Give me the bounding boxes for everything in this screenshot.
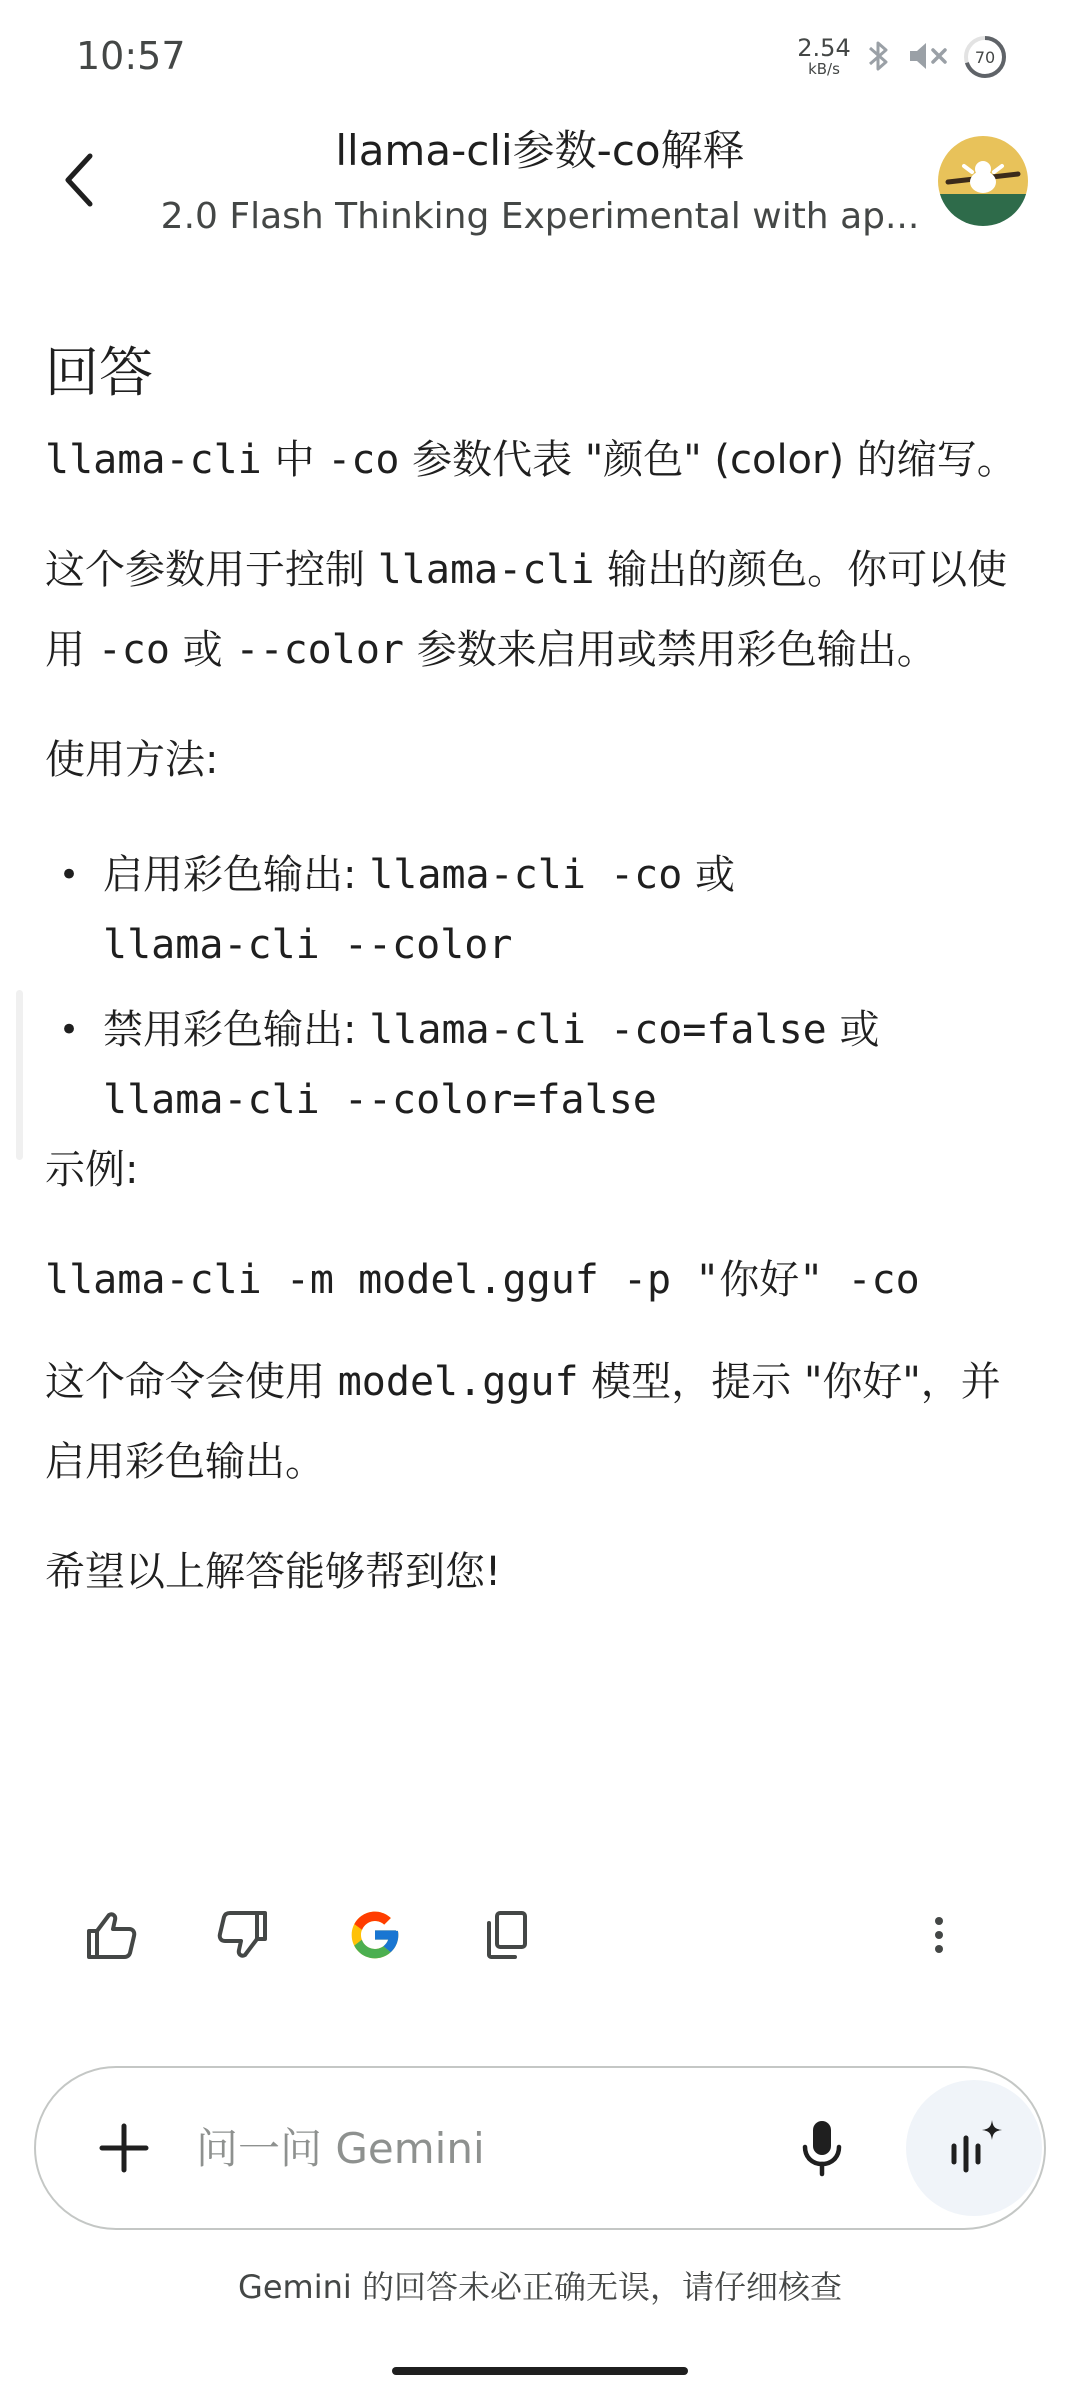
- thumbs-up-icon: [83, 1907, 139, 1963]
- home-indicator[interactable]: [392, 2367, 688, 2375]
- network-speed-unit: kB/s: [808, 60, 840, 78]
- paragraph-3: 这个命令会使用 model.gguf 模型，提示 "你好"，并启用彩色输出。: [45, 1359, 1001, 1485]
- gemini-live-button[interactable]: [906, 2080, 1042, 2216]
- inline-code: llama-cli --color=false: [103, 1077, 657, 1123]
- inline-code: llama-cli -co: [369, 852, 683, 898]
- thumbs-down-icon: [215, 1907, 271, 1963]
- status-bar: [0, 0, 1080, 110]
- inline-code: llama-cli -co=false: [369, 1007, 827, 1053]
- inline-code: llama-cli: [45, 437, 262, 483]
- inline-code: model.gguf: [337, 1359, 579, 1405]
- list-item: • 禁用彩色输出: llama-cli -co=false 或 llama-cli --color=false: [45, 995, 1025, 1135]
- prompt-input[interactable]: [196, 2108, 796, 2188]
- inline-code: --color: [235, 627, 404, 673]
- example-code[interactable]: llama-cli -m model.gguf -p "你好" -co: [45, 1257, 920, 1303]
- copy-button[interactable]: [472, 1900, 542, 1970]
- thumbs-up-button[interactable]: [76, 1900, 146, 1970]
- paragraph-2: 这个参数用于控制 llama-cli 输出的颜色。你可以使用 -co 或 --color 参数来启用或禁用彩色输出。: [45, 547, 1008, 673]
- usage-list: [45, 840, 1025, 1135]
- bullet: •: [59, 855, 80, 895]
- prompt-bar: [34, 2066, 1046, 2230]
- google-search-button[interactable]: [340, 1900, 410, 1970]
- inline-code: llama-cli: [377, 547, 595, 593]
- voice-input-button[interactable]: [782, 2108, 862, 2188]
- avatar[interactable]: [938, 136, 1028, 226]
- model-name[interactable]: 2.0 Flash Thinking Experimental with ap...: [160, 196, 920, 237]
- copy-icon: [479, 1907, 535, 1963]
- inline-code: -co: [327, 437, 400, 483]
- more-options-button[interactable]: [904, 1900, 974, 1970]
- response-actions: [0, 1880, 1080, 1990]
- microphone-icon: [800, 2119, 844, 2177]
- back-button[interactable]: [40, 140, 120, 220]
- inline-code: llama-cli --color: [103, 922, 513, 968]
- plus-icon: [98, 2122, 150, 2174]
- example-label: 示例:: [45, 1147, 139, 1193]
- avatar-image: [938, 136, 1028, 226]
- status-time: 10:57: [76, 34, 186, 78]
- closing-text: 希望以上解答能够帮到您!: [45, 1549, 502, 1595]
- disclaimer-text: Gemini 的回答未必正确无误，请仔细核查: [238, 2268, 842, 2306]
- response-content: [45, 330, 1025, 1612]
- network-speed-value: 2.54: [797, 34, 851, 62]
- inline-code: -co: [97, 627, 170, 673]
- scroll-indicator[interactable]: [16, 990, 23, 1160]
- network-speed: [792, 36, 856, 77]
- back-arrow-icon: [60, 150, 100, 210]
- thumbs-down-button[interactable]: [208, 1900, 278, 1970]
- bluetooth-icon: [864, 38, 892, 78]
- paragraph-1: llama-cli 中 -co 参数代表 "颜色" (color) 的缩写。: [45, 437, 1017, 483]
- chat-header: [0, 110, 1080, 280]
- gemini-live-icon: [942, 2116, 1006, 2180]
- add-attachment-button[interactable]: [84, 2108, 164, 2188]
- usage-label: 使用方法:: [45, 737, 219, 783]
- battery-icon: [962, 34, 1008, 84]
- mute-icon: [906, 38, 950, 78]
- more-vert-icon: [929, 1907, 949, 1963]
- answer-heading: 回答: [45, 341, 153, 404]
- bullet: •: [59, 1010, 80, 1050]
- list-item: • 启用彩色输出: llama-cli -co 或 llama-cli --color: [45, 840, 1025, 980]
- google-icon: [347, 1907, 403, 1963]
- battery-level: 70: [974, 48, 996, 67]
- chat-title[interactable]: llama-cli参数-co解释: [335, 126, 745, 175]
